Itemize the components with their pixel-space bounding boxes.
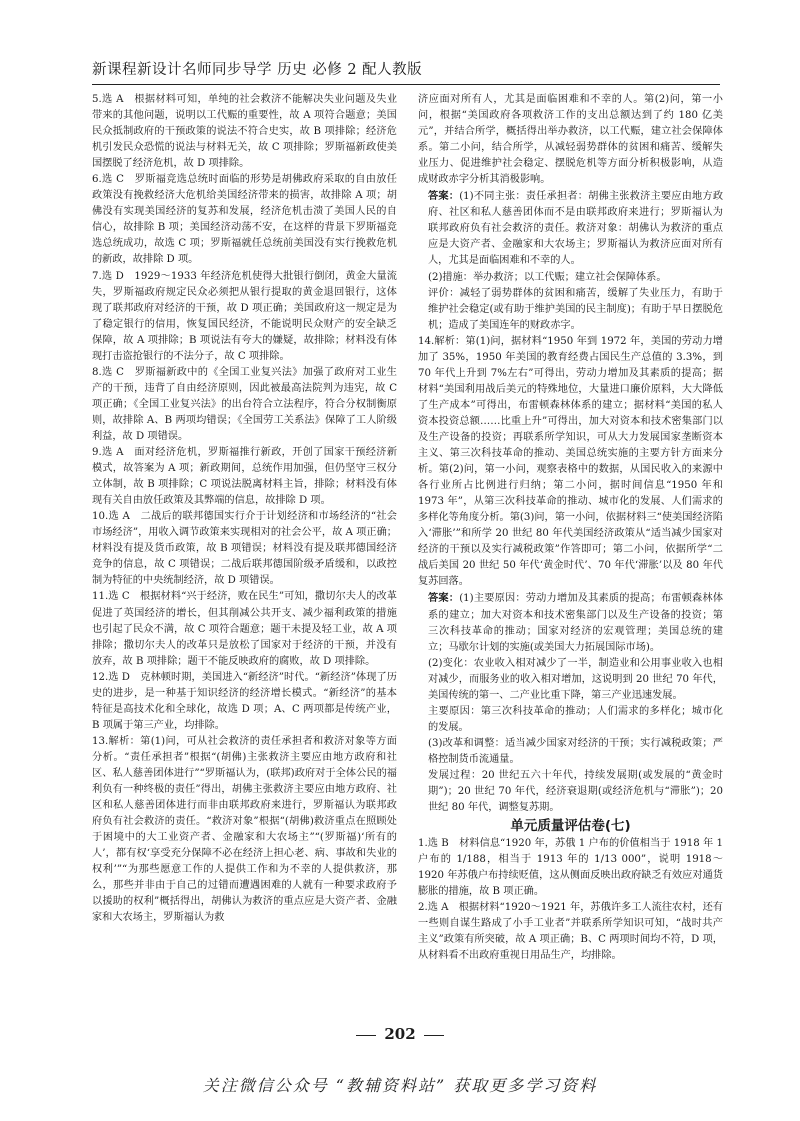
page-number-dash-left bbox=[356, 1035, 376, 1036]
answer-14-p3: 主要原因：第三次科技革命的推动；人们需求的多样化；城市化的发展。 bbox=[428, 705, 723, 733]
footer-note: 关注微信公众号 “教辅资料站” 获取更多学习资料 bbox=[202, 1076, 598, 1095]
answer-14-p1: 答案：(1)主要原因：劳动力增加及其素质的提高；布雷顿森林体系的建立；加大对资本和技术密集部门以及生产设备的投资；第三次科技革命的推动；国家对经济的宏观管理；美国总统的建立；马歇尔计划的实施(或美国大力拓展国际市场)。 bbox=[428, 592, 724, 653]
answer-13-p2: (2)措施：举办救济；以工代赈；建立社会保障体系。 bbox=[428, 271, 667, 283]
answer-label: 答案： bbox=[428, 190, 460, 203]
section-item-1: 1.选 B 材料信息“1920 年，苏俄 1 户布的价值相当于 1918 年 1 户布的 1/188，相当于 1913 年的 1/13 000”，说明 1918～1920 年苏俄户布持续贬值，这从侧面反映出政府缺乏有效应对通货膨胀的措施，故 B 项正确。 bbox=[418, 838, 723, 898]
answer-label: 答案： bbox=[428, 592, 460, 605]
answer-item-6: 6.选 C 罗斯福竞选总统时面临的形势是胡佛政府采取的自由放任政策没有挽救经济大危机给美国经济带来的损害，故排除 A 项；胡佛没有实现美国经济的复苏和发展，经济危机击溃了美国人民的自信心，故排除 B 项；美国经济动荡不安，在这样的背景下罗斯福竞选总统成功，故选 C 项；罗斯福就任总统前美国没有实行挽救危机的新政，故排除 D 项。 bbox=[92, 174, 397, 266]
answer-item-10: 10.选 A 二战后的联邦德国实行介于计划经济和市场经济的“社会市场经济”，用收入调节政策来实现相对的社会公平，故 A 项正确；材料没有提及货币政策，故 B 项错误；材料没有提及联邦德国经济竞争的信息，故 C 项错误；二战后联邦德国阶级矛盾缓和，以政控制为特征的中央统制经济，故 D 项错误。 bbox=[92, 511, 397, 587]
answer-item-7: 7.选 D 1929～1933 年经济危机使得大批银行倒闭，黄金大量流失，罗斯福政府规定民众必须把从银行提取的黄金退回银行，这体现了联邦政府对经济的干预，故 D 项正确；美国政府这一规定是为了稳定银行的信用，恢复国民经济，不能说明民众财产的安全缺乏保障，故 A 项排除；B 项说法有夸大的嫌疑，故排除；材料没有体现打击盗抢银行的不法分子，故 C 项排除。 bbox=[92, 270, 397, 362]
right-column bbox=[418, 92, 723, 965]
analysis-13-continued: 济应面对所有人，尤其是面临困难和不幸的人。第(2)问，第一小问，根据“美国政府各项救济工作的支出总额达到了约 180 亿美元”，并结合所学，概括得出举办救济，以工代赈，建立社会保障体系。第二小问，结合所学，从减轻弱势群体的贫困和痛苦、缓解失业压力、促进维护社会稳定、摆脱危机等方面分析积极影响，从造成财政赤字分析其消极影响。 bbox=[418, 94, 723, 186]
answer-item-11: 11.选 C 根据材料“兴于经济，败在民生”可知，撒切尔夫人的改革促进了英国经济的增长，但其削减公共开支、减少福利政策的措施也引起了民众不满，故 C 项符合题意；题干未提及轻工业，故 A 项排除；撒切尔夫人的改革只是放松了国家对于经济的干预，并没有放弃，故 B 项排除；题干不能反映政府的腐败，故 D 项排除。 bbox=[92, 591, 397, 667]
answer-item-8: 8.选 C 罗斯福新政中的《全国工业复兴法》加强了政府对工业生产的干预，违背了自由经济原则，因此被最高法院判为违宪，故 C 项正确；《全国工业复兴法》的出台符合立法程序，符合分权制衡原则，故排除 A、B 两项均错误；《全国劳工关系法》保障了工人阶级利益，故 D 项错误。 bbox=[92, 366, 397, 442]
analysis-item-14: 14.解析：第(1)问，据材料“1950 年到 1972 年，美国的劳动力增加了 35%，1950 年美国的教育经费占国民生产总值的 3.3%，到 70 年代上升到 7%左右”可得出，劳动力增加及其素质的提高；据材料“美国利用战后美元的特殊地位，大量进口廉价原料，大大降低了生产成本”可得出，布雷顿森林体系的建立；据材料“美国的私人资本投资总额……比重上升”可得出，加大对资本和技术密集部门以及生产设备的投资；再联系所学知识，可从大力发展国家垄断资本主义、第三次科技革命的推动、美国总统实施的主要方针方面来分析。第(2)问，第一小问，观察表格中的数据，从国民收入的来源中各行业所占比例进行归纳；第二小问，据时间信息“1950 年和 1973 年”，从第三次科技革命的推动、城市化的发展、人们需求的多样化等角度分析。第(3)问，第一小问，依据材料三“使美国经济陷入‘滞胀’”和所学 20 世纪 80 年代美国经济政策从“适当减少国家对经济的干预以及实行减税政策”作答即可；第二小问，依据所学“二战后美国 20 世纪 50 年代‘黄金时代’、70 年代‘滞胀’以及 80 年代复苏回落。 bbox=[418, 335, 723, 588]
answer-14-p4: (3)改革和调整：适当减少国家对经济的干预；实行减税政策；严格控制货币流通量。 bbox=[428, 737, 723, 765]
answer-13-p1: 答案：(1)不同主张：责任承担者：胡佛主张救济主要应由地方政府、社区和私人慈善团体而不是由联邦政府来进行；罗斯福认为联邦政府负有社会救济的责任。救济对象：胡佛认为救济的重点应是大资产者、金融家和大农场主；罗斯福认为救济应面对所有人，尤其是面临困难和不幸的人。 bbox=[428, 190, 724, 267]
answer-item-5: 5.选 A 根据材料可知，单纯的社会救济不能解决失业问题及失业带来的其他问题，说明以工代赈的重要性，故 A 项符合题意；美国民众抵制政府的干预政策的说法不符合史实，故 B 项排除；经济危机引发民众恐慌的说法与材料无关，故 C 项排除；罗斯福新政使美国摆脱了经济危机，故 D 项排除。 bbox=[92, 94, 397, 170]
answer-item-9: 9.选 A 面对经济危机，罗斯福推行新政，开创了国家干预经济新模式，故答案为 A 项；新政期间，总统作用加强，但仍坚守三权分立体制，故 B 项排除；C 项说法脱离材料主旨，排除；材料没有体现有关自由放任政策及其弊端的信息，故排除 D 项。 bbox=[92, 447, 397, 507]
answer-14-p2: (2)变化：农业收入相对减少了一半，制造业和公用事业收入也相对减少，而服务业的收入相对增加，这说明到 20 世纪 70 年代，美国传统的第一、二产业比重下降，第三产业迅速发展。 bbox=[428, 657, 723, 701]
page-number: 202 bbox=[0, 1025, 800, 1043]
left-column bbox=[92, 92, 397, 926]
answer-13-p3: 评价：减轻了弱势群体的贫困和痛苦，缓解了失业压力，有助于维护社会稳定(或有助于维护美国的民主制度)；有助于早日摆脱危机；造成了美国连年的财政赤字。 bbox=[428, 287, 723, 331]
section-item-2: 2.选 A 根据材料“1920～1921 年，苏俄许多工人流往农村，还有一些则自谋生路成了小手工业者”并联系所学知识可知，“战时共产主义”政策有所突破，故 A 项正确；B、C 两项时间均不符，D 项，从材料看不出政府重视日用品生产，均排除。 bbox=[418, 902, 723, 962]
answer-14-p5: 发展过程：20 世纪五六十年代，持续发展期(或发展的“黄金时期”)；20 世纪 70 年代，经济衰退期(或经济危机与“滞胀”)；20 世纪 80 年代，调整复苏期。 bbox=[428, 769, 723, 814]
answer-item-12: 12.选 D 克林顿时期，美国进入“新经济”时代。“新经济”体现了历史的进步，是一种基于知识经济的经济增长模式。“新经济”的基本特征是高技术化和全球化，故选 D 项；A、C 两项都是传统产业，B 项属于第三产业，均排除。 bbox=[92, 671, 397, 731]
page-number-dash-right bbox=[424, 1035, 444, 1036]
analysis-item-13: 13.解析：第(1)问，可从社会救济的责任承担者和救济对象等方面分析。“责任承担者”根据“(胡佛)主张救济主要应由地方政府和社区、私人慈善团体进行”“罗斯福认为，(联邦)政府对于全体公民的福利负有一种终极的责任”得出，胡佛主张救济主要应由地方政府、社区和私人慈善团体进行而非由联邦政府来进行，罗斯福认为联邦政府负有社会救济的责任。“救济对象”根据“(胡佛)救济重点在照顾处于困境中的大工业资产者、金融家和大农场主”“(罗斯福)‘所有的人’，都有权‘享受充分保障不必在经济上担心老、病、事故和失业的权利’”“为那些愿意工作的人提供工作和为不幸的人提供救济，那么，那些并非由于自己的过错而遭遇困难的人就有一种要求政府予以援助的权利”概括得出，胡佛认为救济的重点应是大资产者、金融家和大农场主，罗斯福认为救 bbox=[92, 735, 397, 924]
page-header: 新课程新设计名师同步导学 历史 必修 2 配人教版 bbox=[92, 62, 423, 78]
section-title: 单元质量评估卷(七) bbox=[510, 818, 631, 835]
header-divider bbox=[92, 84, 720, 85]
